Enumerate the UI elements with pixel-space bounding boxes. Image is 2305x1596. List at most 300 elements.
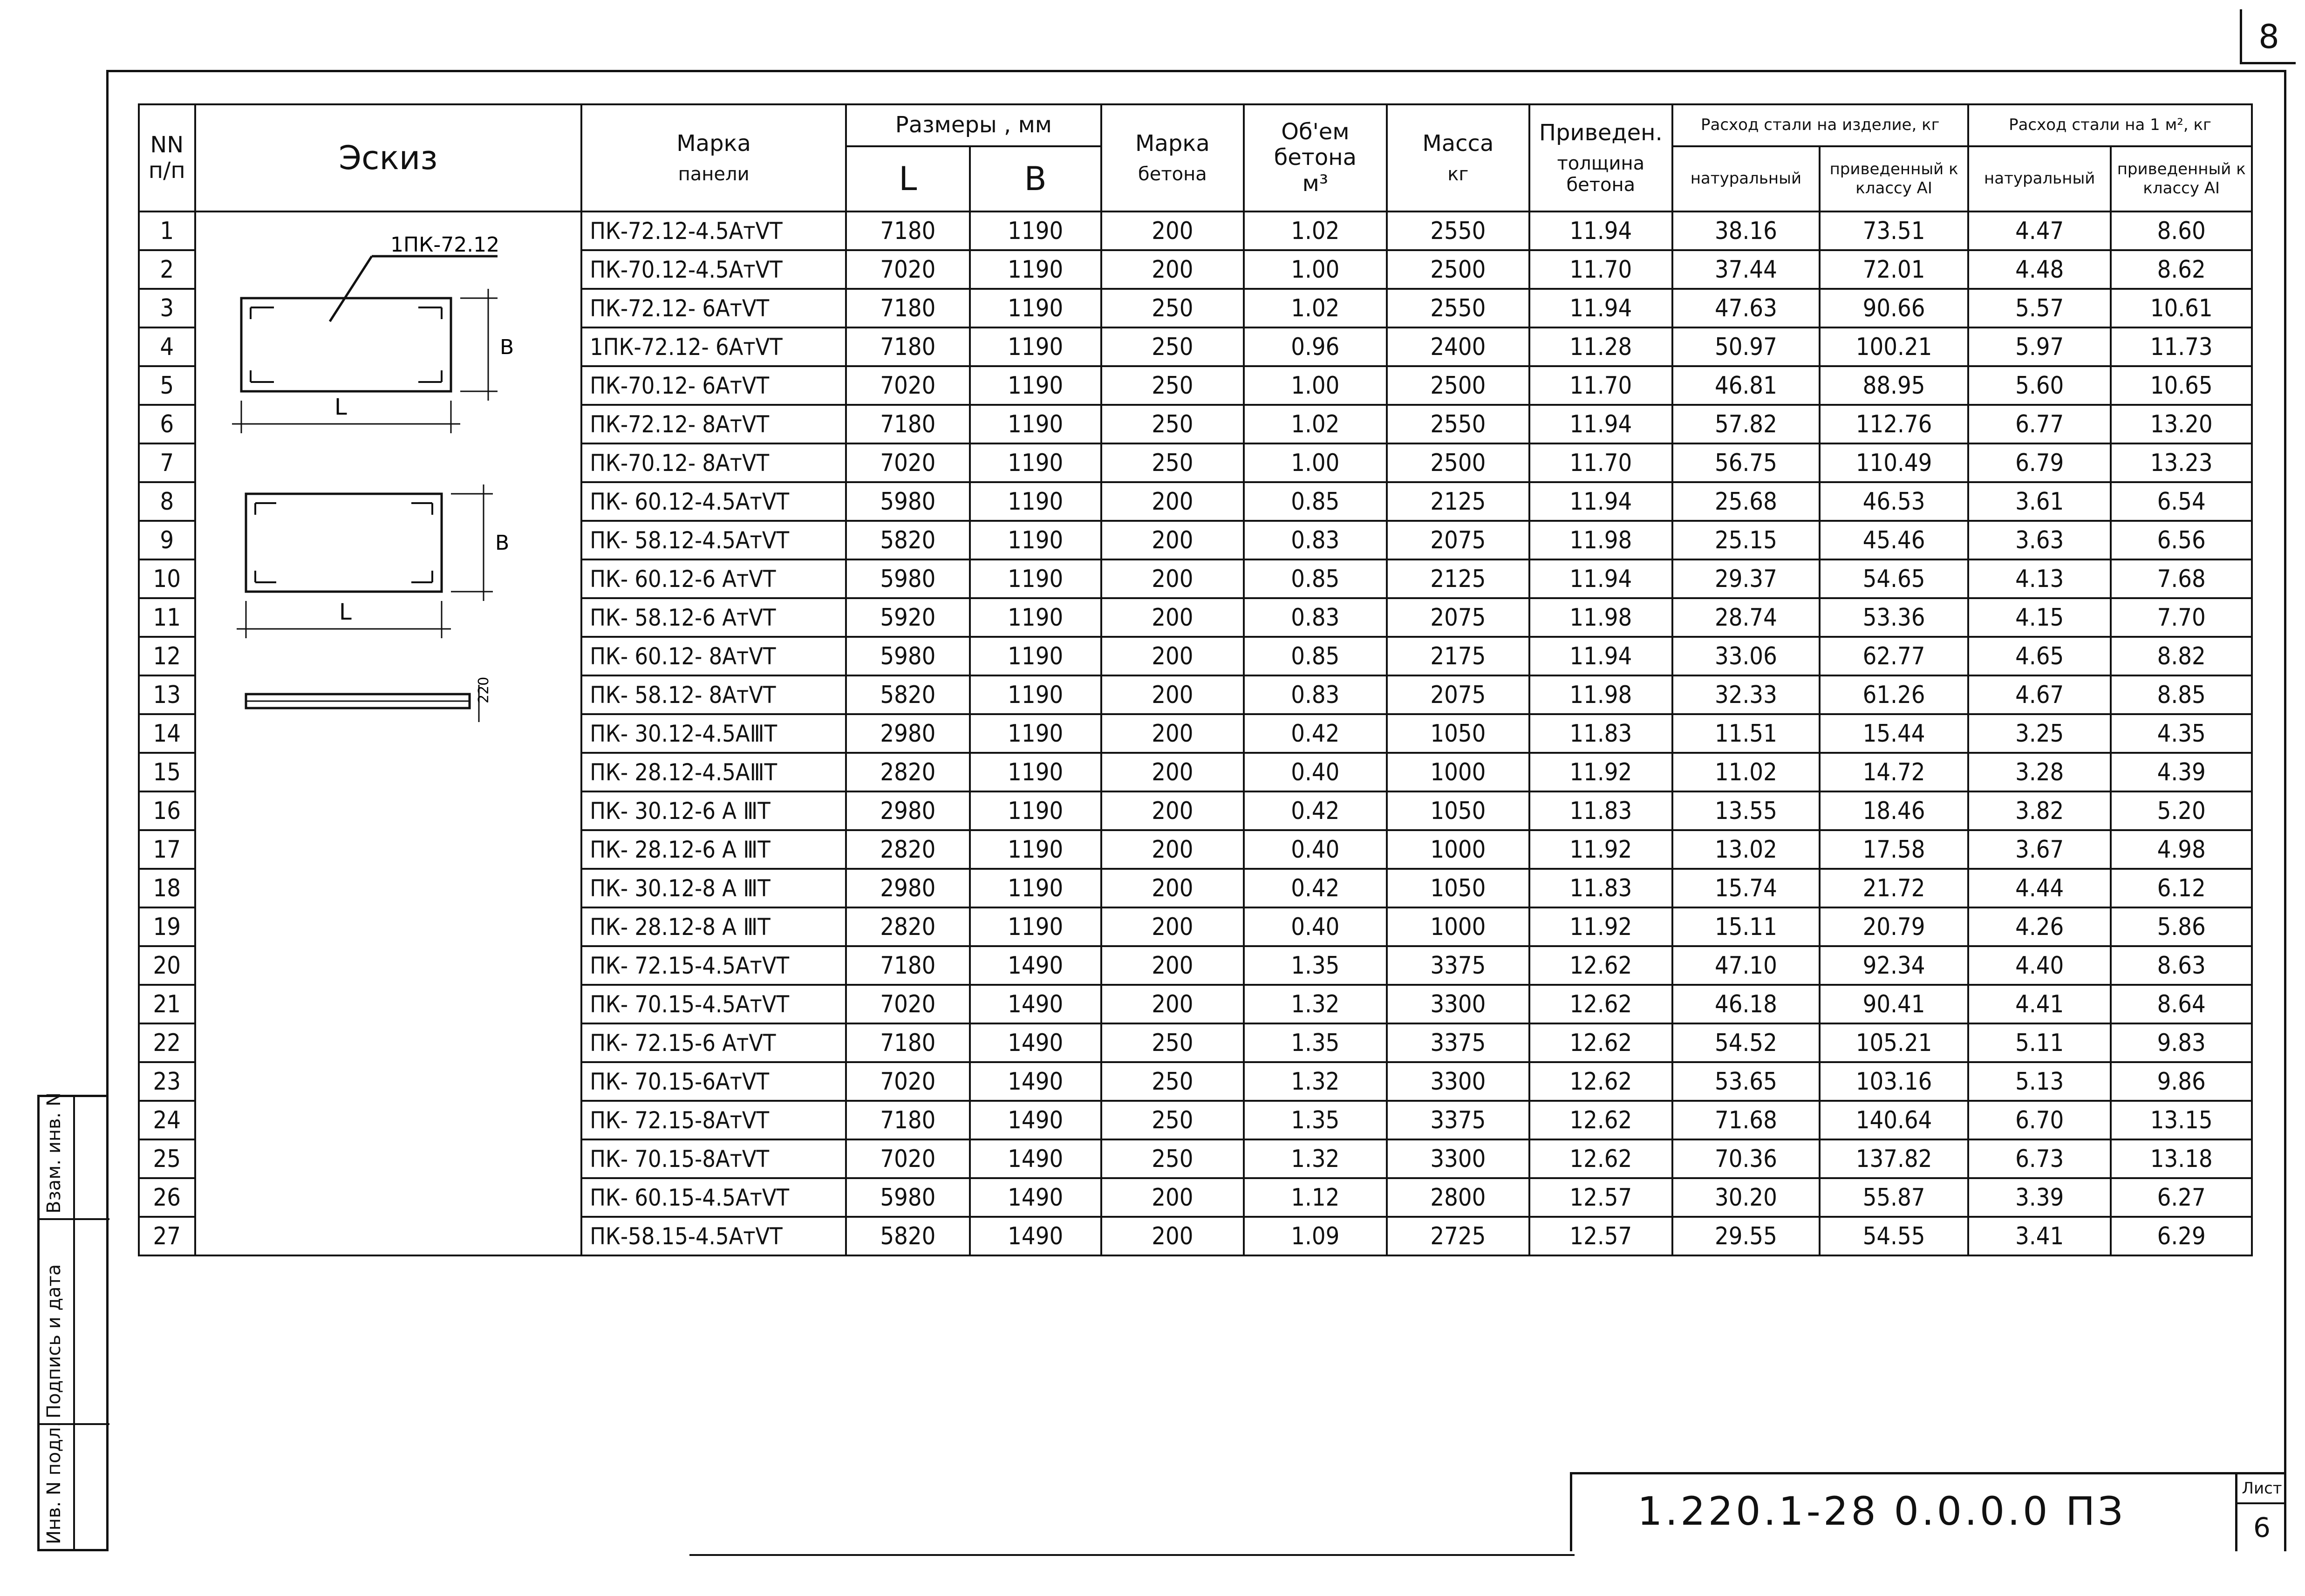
cell-steel-m2-reduced: 11.73 xyxy=(2111,327,2252,366)
cell-steel-m2-natural: 3.25 xyxy=(1968,714,2111,753)
header-dims: Размеры , мм xyxy=(846,104,1101,146)
cell-number: 5 xyxy=(139,366,195,405)
cell-mark: ПК- 30.12-6 А ⅢТ xyxy=(581,791,846,830)
header-steel-m2: Расход стали на 1 м², кг xyxy=(1968,104,2252,146)
cell-mass: 3375 xyxy=(1387,946,1529,985)
cell-width: 1190 xyxy=(970,830,1101,869)
cell-steel-m2-natural: 4.47 xyxy=(1968,211,2111,250)
cell-number: 18 xyxy=(139,869,195,907)
cell-width: 1190 xyxy=(970,211,1101,250)
cell-steel-m2-natural: 4.44 xyxy=(1968,869,2111,907)
cell-steel-reduced: 105.21 xyxy=(1820,1023,1968,1062)
cell-thickness: 11.28 xyxy=(1529,327,1672,366)
cell-mark: ПК- 70.15-6АтⅤТ xyxy=(581,1062,846,1101)
sketch-dim-l-1: L xyxy=(334,394,347,420)
cell-thickness: 12.62 xyxy=(1529,1062,1672,1101)
cell-width: 1490 xyxy=(970,1023,1101,1062)
cell-steel-natural: 33.06 xyxy=(1672,637,1820,675)
cell-steel-reduced: 55.87 xyxy=(1820,1178,1968,1217)
cell-thickness: 11.98 xyxy=(1529,598,1672,637)
cell-steel-natural: 29.37 xyxy=(1672,559,1820,598)
cell-width: 1190 xyxy=(970,559,1101,598)
cell-width: 1190 xyxy=(970,366,1101,405)
cell-thickness: 11.94 xyxy=(1529,211,1672,250)
cell-concrete: 200 xyxy=(1101,637,1244,675)
cell-steel-m2-natural: 6.73 xyxy=(1968,1139,2111,1178)
cell-thickness: 12.62 xyxy=(1529,1139,1672,1178)
cell-length: 2980 xyxy=(846,791,970,830)
cell-steel-reduced: 73.51 xyxy=(1820,211,1968,250)
sheet-cell xyxy=(2235,1474,2286,1551)
cell-mark: ПК- 70.15-8АтⅤТ xyxy=(581,1139,846,1178)
cell-length: 2820 xyxy=(846,907,970,946)
cell-length: 7180 xyxy=(846,1101,970,1139)
cell-steel-natural: 47.63 xyxy=(1672,289,1820,327)
cell-number: 26 xyxy=(139,1178,195,1217)
title-stamp xyxy=(1570,1472,2286,1551)
header-mass-unit: кг xyxy=(1447,163,1469,185)
cell-steel-natural: 50.97 xyxy=(1672,327,1820,366)
cell-concrete: 250 xyxy=(1101,366,1244,405)
cell-length: 7180 xyxy=(846,289,970,327)
cell-steel-reduced: 46.53 xyxy=(1820,482,1968,521)
cell-steel-reduced: 14.72 xyxy=(1820,753,1968,791)
cell-length: 5980 xyxy=(846,637,970,675)
cell-steel-m2-reduced: 7.70 xyxy=(2111,598,2252,637)
cell-thickness: 12.57 xyxy=(1529,1217,1672,1255)
cell-number: 27 xyxy=(139,1217,195,1255)
sketch-dim-h: 220 xyxy=(476,676,492,703)
cell-mass: 2550 xyxy=(1387,289,1529,327)
cell-mass: 2075 xyxy=(1387,598,1529,637)
cell-volume: 0.83 xyxy=(1244,675,1386,714)
cell-width: 1490 xyxy=(970,985,1101,1023)
cell-thickness: 11.94 xyxy=(1529,637,1672,675)
header-volume xyxy=(1244,104,1386,211)
cell-number: 10 xyxy=(139,559,195,598)
cell-mass: 2800 xyxy=(1387,1178,1529,1217)
cell-width: 1190 xyxy=(970,289,1101,327)
cell-length: 7180 xyxy=(846,327,970,366)
cell-mark: ПК-72.12- 6АтⅤТ xyxy=(581,289,846,327)
cell-steel-m2-reduced: 6.27 xyxy=(2111,1178,2252,1217)
cell-thickness: 12.62 xyxy=(1529,1101,1672,1139)
cell-length: 5980 xyxy=(846,1178,970,1217)
cell-steel-m2-reduced: 10.61 xyxy=(2111,289,2252,327)
cell-concrete: 200 xyxy=(1101,946,1244,985)
cell-width: 1490 xyxy=(970,1101,1101,1139)
cell-steel-natural: 15.74 xyxy=(1672,869,1820,907)
cell-width: 1190 xyxy=(970,907,1101,946)
cell-length: 2820 xyxy=(846,753,970,791)
cell-number: 20 xyxy=(139,946,195,985)
cell-steel-reduced: 61.26 xyxy=(1820,675,1968,714)
cell-steel-m2-reduced: 8.64 xyxy=(2111,985,2252,1023)
cell-width: 1190 xyxy=(970,598,1101,637)
cell-width: 1190 xyxy=(970,443,1101,482)
cell-mass: 3375 xyxy=(1387,1101,1529,1139)
cell-volume: 1.02 xyxy=(1244,289,1386,327)
cell-concrete: 200 xyxy=(1101,830,1244,869)
cell-steel-m2-natural: 5.13 xyxy=(1968,1062,2111,1101)
cell-number: 22 xyxy=(139,1023,195,1062)
cell-steel-m2-reduced: 5.20 xyxy=(2111,791,2252,830)
header-mark-sub: панели xyxy=(678,163,750,185)
cell-steel-m2-reduced: 8.60 xyxy=(2111,211,2252,250)
cell-mass: 2550 xyxy=(1387,211,1529,250)
cell-concrete: 200 xyxy=(1101,714,1244,753)
cell-steel-natural: 53.65 xyxy=(1672,1062,1820,1101)
cell-volume: 1.00 xyxy=(1244,250,1386,289)
side-strip xyxy=(37,1092,107,1551)
cell-width: 1190 xyxy=(970,327,1101,366)
cell-steel-reduced: 90.41 xyxy=(1820,985,1968,1023)
cell-steel-m2-natural: 6.77 xyxy=(1968,405,2111,443)
cell-steel-natural: 30.20 xyxy=(1672,1178,1820,1217)
cell-steel-m2-natural: 4.48 xyxy=(1968,250,2111,289)
cell-width: 1190 xyxy=(970,405,1101,443)
cell-volume: 1.32 xyxy=(1244,1139,1386,1178)
header-volume-text: Об'ем бетона xyxy=(1274,119,1357,171)
cell-thickness: 11.83 xyxy=(1529,869,1672,907)
cell-volume: 0.96 xyxy=(1244,327,1386,366)
cell-steel-natural: 32.33 xyxy=(1672,675,1820,714)
cell-mark: ПК- 72.15-4.5АтⅤТ xyxy=(581,946,846,985)
cell-concrete: 200 xyxy=(1101,559,1244,598)
cell-mass: 2500 xyxy=(1387,250,1529,289)
cell-volume: 1.02 xyxy=(1244,211,1386,250)
cell-steel-m2-reduced: 8.82 xyxy=(2111,637,2252,675)
cell-volume: 0.85 xyxy=(1244,559,1386,598)
header-sketch: Эскиз xyxy=(195,104,582,211)
header-volume-unit: м³ xyxy=(1302,170,1329,197)
cell-width: 1490 xyxy=(970,1139,1101,1178)
cell-mass: 1050 xyxy=(1387,791,1529,830)
cell-mass: 2400 xyxy=(1387,327,1529,366)
cell-steel-m2-natural: 6.70 xyxy=(1968,1101,2111,1139)
cell-steel-m2-natural: 4.26 xyxy=(1968,907,2111,946)
cell-number: 1 xyxy=(139,211,195,250)
cell-steel-natural: 70.36 xyxy=(1672,1139,1820,1178)
cell-volume: 0.83 xyxy=(1244,598,1386,637)
cell-steel-natural: 13.02 xyxy=(1672,830,1820,869)
cell-mass: 3300 xyxy=(1387,1062,1529,1101)
cell-width: 1190 xyxy=(970,637,1101,675)
cell-number: 2 xyxy=(139,250,195,289)
header-concrete-sub: бетона xyxy=(1138,163,1207,185)
cell-steel-reduced: 112.76 xyxy=(1820,405,1968,443)
header-concrete-text: Марка xyxy=(1135,130,1210,157)
table-header xyxy=(139,104,2252,211)
cell-mass: 1000 xyxy=(1387,907,1529,946)
cell-steel-m2-natural: 4.15 xyxy=(1968,598,2111,637)
cell-steel-m2-natural: 3.82 xyxy=(1968,791,2111,830)
cell-steel-m2-reduced: 6.56 xyxy=(2111,521,2252,559)
cell-width: 1190 xyxy=(970,250,1101,289)
cell-thickness: 11.94 xyxy=(1529,289,1672,327)
cell-mark: ПК- 30.12-8 А ⅢТ xyxy=(581,869,846,907)
cell-mark: ПК-70.12- 8АтⅤТ xyxy=(581,443,846,482)
cell-number: 15 xyxy=(139,753,195,791)
cell-mass: 1000 xyxy=(1387,830,1529,869)
side-label-replace: Взам. инв. N xyxy=(43,1092,65,1214)
cell-thickness: 12.62 xyxy=(1529,1023,1672,1062)
header-pp-text: п/п xyxy=(148,157,185,184)
cell-steel-m2-natural: 5.57 xyxy=(1968,289,2111,327)
cell-number: 14 xyxy=(139,714,195,753)
cell-thickness: 11.98 xyxy=(1529,675,1672,714)
cell-width: 1490 xyxy=(970,1217,1101,1255)
cell-steel-m2-reduced: 13.20 xyxy=(2111,405,2252,443)
cell-steel-reduced: 18.46 xyxy=(1820,791,1968,830)
cell-steel-m2-natural: 4.65 xyxy=(1968,637,2111,675)
cell-volume: 0.40 xyxy=(1244,907,1386,946)
cell-mass: 2725 xyxy=(1387,1217,1529,1255)
cell-width: 1190 xyxy=(970,675,1101,714)
cell-steel-natural: 57.82 xyxy=(1672,405,1820,443)
cell-mark: ПК- 60.12- 8АтⅤТ xyxy=(581,637,846,675)
cell-mass: 1050 xyxy=(1387,714,1529,753)
cell-width: 1490 xyxy=(970,946,1101,985)
cell-length: 7020 xyxy=(846,250,970,289)
sheet-number: 6 xyxy=(2253,1512,2271,1543)
cell-mark: ПК- 72.15-8АтⅤТ xyxy=(581,1101,846,1139)
cell-volume: 0.40 xyxy=(1244,753,1386,791)
cell-thickness: 11.94 xyxy=(1529,482,1672,521)
cell-steel-natural: 15.11 xyxy=(1672,907,1820,946)
cell-number: 17 xyxy=(139,830,195,869)
cell-steel-m2-natural: 5.11 xyxy=(1968,1023,2111,1062)
cell-steel-m2-reduced: 8.63 xyxy=(2111,946,2252,985)
cell-steel-m2-natural: 3.63 xyxy=(1968,521,2111,559)
cell-mass: 2075 xyxy=(1387,675,1529,714)
sketch-dim-b-1: B xyxy=(500,335,514,359)
cell-mark: ПК- 58.12-6 АтⅤТ xyxy=(581,598,846,637)
cell-volume: 1.09 xyxy=(1244,1217,1386,1255)
cell-steel-natural: 13.55 xyxy=(1672,791,1820,830)
cell-mark: ПК- 60.12-4.5АтⅤТ xyxy=(581,482,846,521)
cell-volume: 1.32 xyxy=(1244,985,1386,1023)
header-mark-text: Марка xyxy=(676,130,751,157)
cell-concrete: 200 xyxy=(1101,869,1244,907)
cell-volume: 1.35 xyxy=(1244,946,1386,985)
cell-concrete: 250 xyxy=(1101,405,1244,443)
header-thickness xyxy=(1529,104,1672,211)
cell-steel-natural: 25.68 xyxy=(1672,482,1820,521)
cell-steel-m2-natural: 3.39 xyxy=(1968,1178,2111,1217)
cell-steel-natural: 71.68 xyxy=(1672,1101,1820,1139)
document-code: 1.220.1-28 0.0.0.0 ПЗ xyxy=(1637,1488,2126,1534)
header-nn-text: NN xyxy=(150,131,184,158)
cell-number: 11 xyxy=(139,598,195,637)
header-dim-b: B xyxy=(970,146,1101,211)
cell-steel-natural: 56.75 xyxy=(1672,443,1820,482)
sheet-label: Лист xyxy=(2237,1474,2286,1504)
cell-concrete: 200 xyxy=(1101,1178,1244,1217)
header-concrete xyxy=(1101,104,1244,211)
cell-steel-natural: 47.10 xyxy=(1672,946,1820,985)
sketch-label-top: 1ПК-72.12 xyxy=(390,233,500,257)
cell-length: 7020 xyxy=(846,985,970,1023)
cell-length: 5820 xyxy=(846,1217,970,1255)
cell-mass: 2075 xyxy=(1387,521,1529,559)
cell-concrete: 250 xyxy=(1101,327,1244,366)
cell-steel-reduced: 20.79 xyxy=(1820,907,1968,946)
cell-steel-natural: 54.52 xyxy=(1672,1023,1820,1062)
cell-mass: 1050 xyxy=(1387,869,1529,907)
cell-concrete: 200 xyxy=(1101,675,1244,714)
header-steel-item: Расход стали на изделие, кг xyxy=(1672,104,1968,146)
cell-length: 2820 xyxy=(846,830,970,869)
cell-volume: 0.42 xyxy=(1244,869,1386,907)
cell-steel-natural: 38.16 xyxy=(1672,211,1820,250)
header-nn xyxy=(139,104,195,211)
cell-thickness: 11.83 xyxy=(1529,791,1672,830)
cell-thickness: 11.83 xyxy=(1529,714,1672,753)
cell-steel-reduced: 137.82 xyxy=(1820,1139,1968,1178)
cell-mark: ПК- 60.12-6 АтⅤТ xyxy=(581,559,846,598)
cell-mark: ПК-72.12- 8АтⅤТ xyxy=(581,405,846,443)
sketch-dim-l-2: L xyxy=(339,599,352,625)
cell-concrete: 250 xyxy=(1101,443,1244,482)
cell-volume: 0.83 xyxy=(1244,521,1386,559)
cell-steel-m2-natural: 3.61 xyxy=(1968,482,2111,521)
cell-length: 5980 xyxy=(846,559,970,598)
header-mass xyxy=(1387,104,1529,211)
cell-concrete: 250 xyxy=(1101,1023,1244,1062)
header-reduced: приведенный к классу АI xyxy=(1820,146,1968,211)
cell-steel-m2-reduced: 6.12 xyxy=(2111,869,2252,907)
cell-number: 3 xyxy=(139,289,195,327)
cell-mass: 2550 xyxy=(1387,405,1529,443)
cell-steel-reduced: 72.01 xyxy=(1820,250,1968,289)
cell-width: 1190 xyxy=(970,753,1101,791)
cell-length: 7020 xyxy=(846,443,970,482)
cell-concrete: 200 xyxy=(1101,211,1244,250)
cell-length: 2980 xyxy=(846,869,970,907)
cell-length: 5980 xyxy=(846,482,970,521)
cell-width: 1190 xyxy=(970,482,1101,521)
cell-length: 7020 xyxy=(846,1139,970,1178)
cell-thickness: 11.92 xyxy=(1529,830,1672,869)
cell-mass: 2500 xyxy=(1387,366,1529,405)
cell-steel-reduced: 54.65 xyxy=(1820,559,1968,598)
cell-steel-reduced: 140.64 xyxy=(1820,1101,1968,1139)
cell-number: 21 xyxy=(139,985,195,1023)
panel-sketch xyxy=(195,219,567,731)
cell-volume: 1.35 xyxy=(1244,1101,1386,1139)
cell-steel-reduced: 21.72 xyxy=(1820,869,1968,907)
cell-mark: ПК-72.12-4.5АтⅤТ xyxy=(581,211,846,250)
cell-steel-natural: 28.74 xyxy=(1672,598,1820,637)
cell-steel-m2-natural: 4.41 xyxy=(1968,985,2111,1023)
corner-sheet-number: 8 xyxy=(2240,9,2296,64)
cell-thickness: 12.57 xyxy=(1529,1178,1672,1217)
cell-steel-reduced: 15.44 xyxy=(1820,714,1968,753)
cell-number: 12 xyxy=(139,637,195,675)
cell-steel-m2-natural: 3.67 xyxy=(1968,830,2111,869)
side-label-inv: Инв. N подл. xyxy=(43,1421,65,1544)
cell-number: 13 xyxy=(139,675,195,714)
cell-width: 1490 xyxy=(970,1062,1101,1101)
header-natural: натуральный xyxy=(1672,146,1820,211)
cell-mark: ПК- 30.12-4.5АⅢТ xyxy=(581,714,846,753)
cell-thickness: 11.70 xyxy=(1529,366,1672,405)
cell-mass: 3300 xyxy=(1387,1139,1529,1178)
cell-number: 6 xyxy=(139,405,195,443)
cell-width: 1190 xyxy=(970,869,1101,907)
cell-thickness: 12.62 xyxy=(1529,946,1672,985)
cell-steel-m2-reduced: 9.83 xyxy=(2111,1023,2252,1062)
cell-volume: 0.42 xyxy=(1244,714,1386,753)
cell-number: 9 xyxy=(139,521,195,559)
cell-mass: 1000 xyxy=(1387,753,1529,791)
cell-mark: ПК-70.12-4.5АтⅤТ xyxy=(581,250,846,289)
cell-mark: ПК- 60.15-4.5АтⅤТ xyxy=(581,1178,846,1217)
cell-mark: ПК-70.12- 6АтⅤТ xyxy=(581,366,846,405)
cell-steel-natural: 11.51 xyxy=(1672,714,1820,753)
cell-mark: ПК- 28.12-4.5АⅢТ xyxy=(581,753,846,791)
cell-steel-m2-natural: 5.97 xyxy=(1968,327,2111,366)
cell-length: 5920 xyxy=(846,598,970,637)
cell-mark: ПК- 28.12-6 А ⅢТ xyxy=(581,830,846,869)
cell-thickness: 11.94 xyxy=(1529,559,1672,598)
cell-steel-reduced: 92.34 xyxy=(1820,946,1968,985)
cell-thickness: 11.92 xyxy=(1529,753,1672,791)
cell-mass: 2125 xyxy=(1387,482,1529,521)
bottom-rule xyxy=(689,1554,1575,1556)
cell-length: 5820 xyxy=(846,521,970,559)
header-natural-2: натуральный xyxy=(1968,146,2111,211)
cell-number: 8 xyxy=(139,482,195,521)
cell-steel-reduced: 17.58 xyxy=(1820,830,1968,869)
cell-volume: 1.00 xyxy=(1244,366,1386,405)
cell-mark: ПК- 28.12-8 А ⅢТ xyxy=(581,907,846,946)
cell-steel-natural: 46.81 xyxy=(1672,366,1820,405)
cell-steel-natural: 11.02 xyxy=(1672,753,1820,791)
cell-mass: 3300 xyxy=(1387,985,1529,1023)
cell-steel-m2-reduced: 4.35 xyxy=(2111,714,2252,753)
cell-thickness: 12.62 xyxy=(1529,985,1672,1023)
cell-steel-m2-reduced: 4.98 xyxy=(2111,830,2252,869)
cell-mark: ПК- 72.15-6 АтⅤТ xyxy=(581,1023,846,1062)
cell-steel-m2-natural: 4.40 xyxy=(1968,946,2111,985)
cell-number: 25 xyxy=(139,1139,195,1178)
cell-volume: 1.02 xyxy=(1244,405,1386,443)
cell-steel-reduced: 110.49 xyxy=(1820,443,1968,482)
cell-concrete: 250 xyxy=(1101,1101,1244,1139)
cell-number: 4 xyxy=(139,327,195,366)
cell-length: 2980 xyxy=(846,714,970,753)
cell-concrete: 200 xyxy=(1101,907,1244,946)
cell-concrete: 200 xyxy=(1101,482,1244,521)
cell-steel-m2-reduced: 10.65 xyxy=(2111,366,2252,405)
cell-volume: 1.12 xyxy=(1244,1178,1386,1217)
cell-mass: 2175 xyxy=(1387,637,1529,675)
cell-steel-m2-natural: 5.60 xyxy=(1968,366,2111,405)
cell-steel-natural: 37.44 xyxy=(1672,250,1820,289)
cell-length: 7180 xyxy=(846,405,970,443)
cell-concrete: 250 xyxy=(1101,1139,1244,1178)
cell-steel-natural: 25.15 xyxy=(1672,521,1820,559)
cell-volume: 0.85 xyxy=(1244,637,1386,675)
cell-steel-m2-natural: 3.41 xyxy=(1968,1217,2111,1255)
cell-steel-reduced: 100.21 xyxy=(1820,327,1968,366)
cell-length: 7180 xyxy=(846,1023,970,1062)
cell-concrete: 200 xyxy=(1101,791,1244,830)
cell-width: 1190 xyxy=(970,521,1101,559)
sketch-plan-2 xyxy=(246,494,442,592)
